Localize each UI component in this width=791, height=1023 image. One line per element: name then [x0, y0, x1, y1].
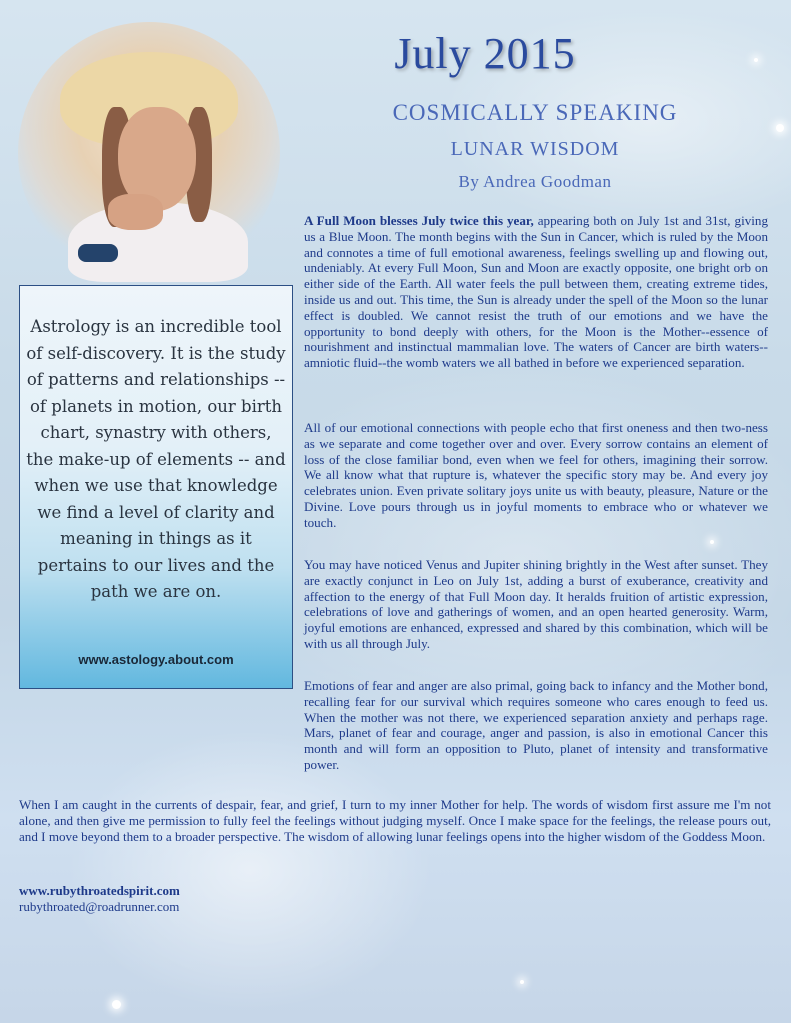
article-paragraph: Emotions of fear and anger are also primal, going back to infancy and the Mother bond, recalling fear for our survival which requires someone who cares enough to feed us. When the mother was not there, we experienced separation anxiety and perhaps rage. Mars, planet of fear and courage, anger and passion, is also in emotional Cancer this month and will form an opposition to Pluto, planet of intensity and transformative power.	[304, 678, 768, 772]
author-photo	[18, 22, 280, 284]
star-sparkle	[112, 1000, 121, 1009]
star-sparkle	[520, 980, 524, 984]
paragraph-text: appearing both on July 1st and 31st, giving us a Blue Moon. The month begins with the Sun in Cancer, which is ruled by the Moon and connotes a time of full emotional awareness, feelings swelling up and flowing out, undeniably. At every Full Moon, Sun and Moon are exactly opposite, one bright orb on either side of the Earth. All water feels the pull between them, creating extreme tides, inside us and out. This time, the Sun is already under the spell of the Moon so the lunar effect is doubled. We cannot resist the truth of our emotions and we have the opportunity to bond deeply with others, for the Moon is the Mother--essence of nourishment and instinctual mammalian love. The waters of Cancer are birth waters--amniotic fluid--the womb waters we all bathed in before we experienced separation.	[304, 213, 768, 371]
star-sparkle	[754, 58, 758, 62]
star-sparkle	[776, 124, 784, 132]
email-link[interactable]: rubythroated@roadrunner.com	[19, 898, 180, 914]
star-sparkle	[710, 540, 714, 544]
quote-source: www.astology.about.com	[78, 652, 234, 667]
author-byline: By Andrea Goodman	[458, 172, 612, 191]
article-paragraph: You may have noticed Venus and Jupiter shining brightly in the West after sunset. They are exactly conjunct in Leo on July 1st, adding a burst of exuberance, creativity and affection to the energy of that Full Moon day. It heralds fruition of artistic expression, celebrations of love and gatherings of women, and an open hearted generosity. Warm, joyful emotions are enhanced, expressed and shared by this combination, which will be with us all through July.	[304, 557, 768, 651]
quote-text: Astrology is an incredible tool of self-discovery. It is the study of patterns and relationships -- of planets in motion, our birth chart, synastry with others, the make-up of elements -- and when we use that knowledge we find a level of clarity and meaning in things as it pertains to our lives and the path we are on.	[26, 317, 286, 601]
photo-bracelet	[78, 244, 118, 262]
page-title: July 2015	[394, 29, 576, 78]
column-title: COSMICALLY SPEAKING	[392, 100, 678, 125]
article-paragraph: All of our emotional connections with people echo that first oneness and then two-ness as we separate and come together over and over. Every sorrow contains an element of loss of the close familiar bond, even when we feel for others, imagining their sorrow. We all know what that rupture is, whatever the specific story may be. And every joy celebrates union. Even private solitary joys unite us with beauty, pleasure, Nature or the Divine. Love pours through us in joyful moments to embrace who or whatever we touch.	[304, 420, 768, 530]
photo-hand	[108, 194, 163, 230]
quote-box	[19, 285, 293, 689]
contact-info	[19, 883, 180, 914]
article-paragraph	[304, 213, 768, 371]
website-link[interactable]: www.rubythroatedspirit.com	[19, 883, 180, 898]
paragraph-lead: A Full Moon blesses July twice this year,	[304, 213, 534, 228]
article-paragraph: When I am caught in the currents of despair, fear, and grief, I turn to my inner Mother for help. The words of wisdom first assure me I'm not alone, and then give me permission to fully feel the feelings without judging myself. Once I make space for the feelings, the release pours out, and I move beyond them to a broader perspective. The wisdom of allowing lunar feelings opens into the higher wisdom of the Goddess Moon.	[19, 797, 771, 844]
section-title: LUNAR WISDOM	[450, 138, 620, 160]
